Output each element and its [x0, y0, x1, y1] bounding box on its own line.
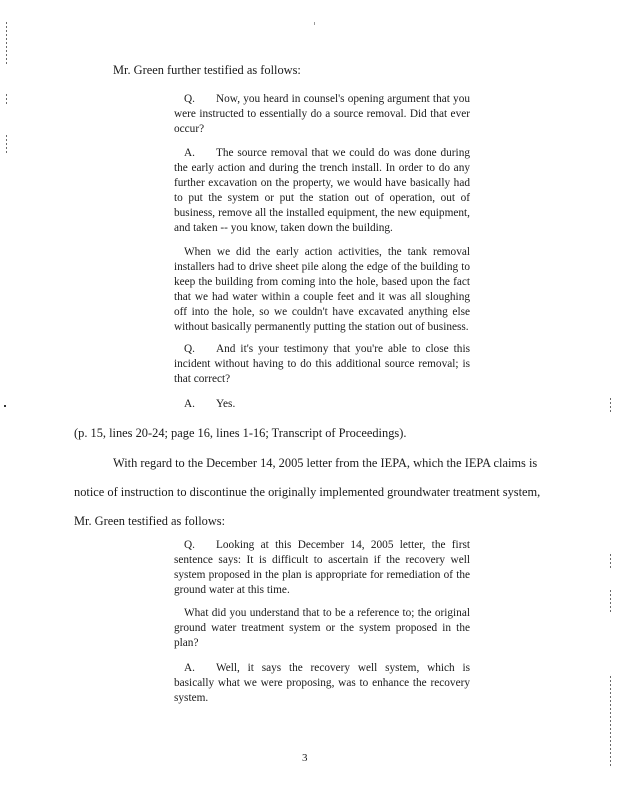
left-margin-scan-mark-3	[6, 135, 7, 155]
body-line-2: notice of instruction to discontinue the originally implemented groundwater treatment system,	[74, 485, 541, 499]
qa2-question-text: Looking at this December 14, 2005 letter, the first sentence says: It is difficult to ascertain if the recovery well system proposed in the plan is appropriate for remediation of the ground water at this time.	[174, 539, 470, 596]
qa2-answer-label: A.	[184, 662, 195, 674]
left-margin-scan-mark-2	[6, 94, 7, 104]
transcript-citation: (p. 15, lines 20-24; page 16, lines 1-16; Transcript of Proceedings).	[74, 426, 407, 440]
qa1-question-label: Q.	[184, 93, 195, 105]
qa1-answer-2	[174, 398, 235, 410]
qa2-question-continued: What did you understand that to be a reference to; the original ground water treatment system or the system proposed in the plan?	[174, 607, 470, 649]
left-margin-scan-mark-1	[6, 22, 7, 66]
left-margin-scan-dot	[4, 405, 6, 407]
qa2-question-label: Q.	[184, 539, 195, 551]
qa1-question-2-label: Q.	[184, 343, 195, 355]
intro-line: Mr. Green further testified as follows:	[113, 63, 301, 77]
qa2-answer	[174, 661, 470, 706]
qa2-question	[174, 538, 470, 598]
top-scan-dot	[314, 22, 315, 25]
body-line-1: With regard to the December 14, 2005 letter from the IEPA, which the IEPA claims is	[113, 456, 538, 470]
qa2-answer-text: Well, it says the recovery well system, which is basically what we were proposing, was to enhance the recovery system.	[174, 662, 470, 704]
qa1-answer-label: A.	[184, 147, 195, 159]
right-margin-scan-mark-3	[610, 590, 611, 612]
page-number: 3	[302, 752, 308, 764]
qa1-question-2-text: And it's your testimony that you're able to close this incident without having to do this additional source removal; is that correct?	[174, 343, 470, 385]
qa1-answer-2-label: A.	[184, 398, 195, 410]
qa1-answer-text: The source removal that we could do was done during the early action and during the trench install. In order to do any further excavation on the property, we would have basically had to put the system or put the station out of operation, out of business, remove all the installed equipment, the new equipment, and taken -- you know, taken down the building.	[174, 147, 470, 234]
qa1-question-text: Now, you heard in counsel's opening argument that you were instructed to essentially do a source removal. Did that ever occur?	[174, 93, 470, 135]
right-margin-scan-mark-1	[610, 398, 611, 412]
qa1-answer-continued: When we did the early action activities, the tank removal installers had to drive sheet pile along the edge of the building to keep the building from coming into the hole, based upon the fact that we had water within a couple feet and it was all sloughing off into the hole, so we couldn't have excavated anything else without basically permanently putting the station out of business.	[174, 246, 470, 333]
qa1-question	[174, 92, 470, 137]
body-line-3: Mr. Green testified as follows:	[74, 514, 226, 528]
qa1-answer	[174, 146, 470, 235]
right-margin-scan-mark-2	[610, 554, 611, 568]
qa1-answer-2-text: Yes.	[216, 398, 236, 410]
qa1-question-2	[174, 342, 470, 387]
right-margin-scan-mark-4	[610, 676, 611, 768]
